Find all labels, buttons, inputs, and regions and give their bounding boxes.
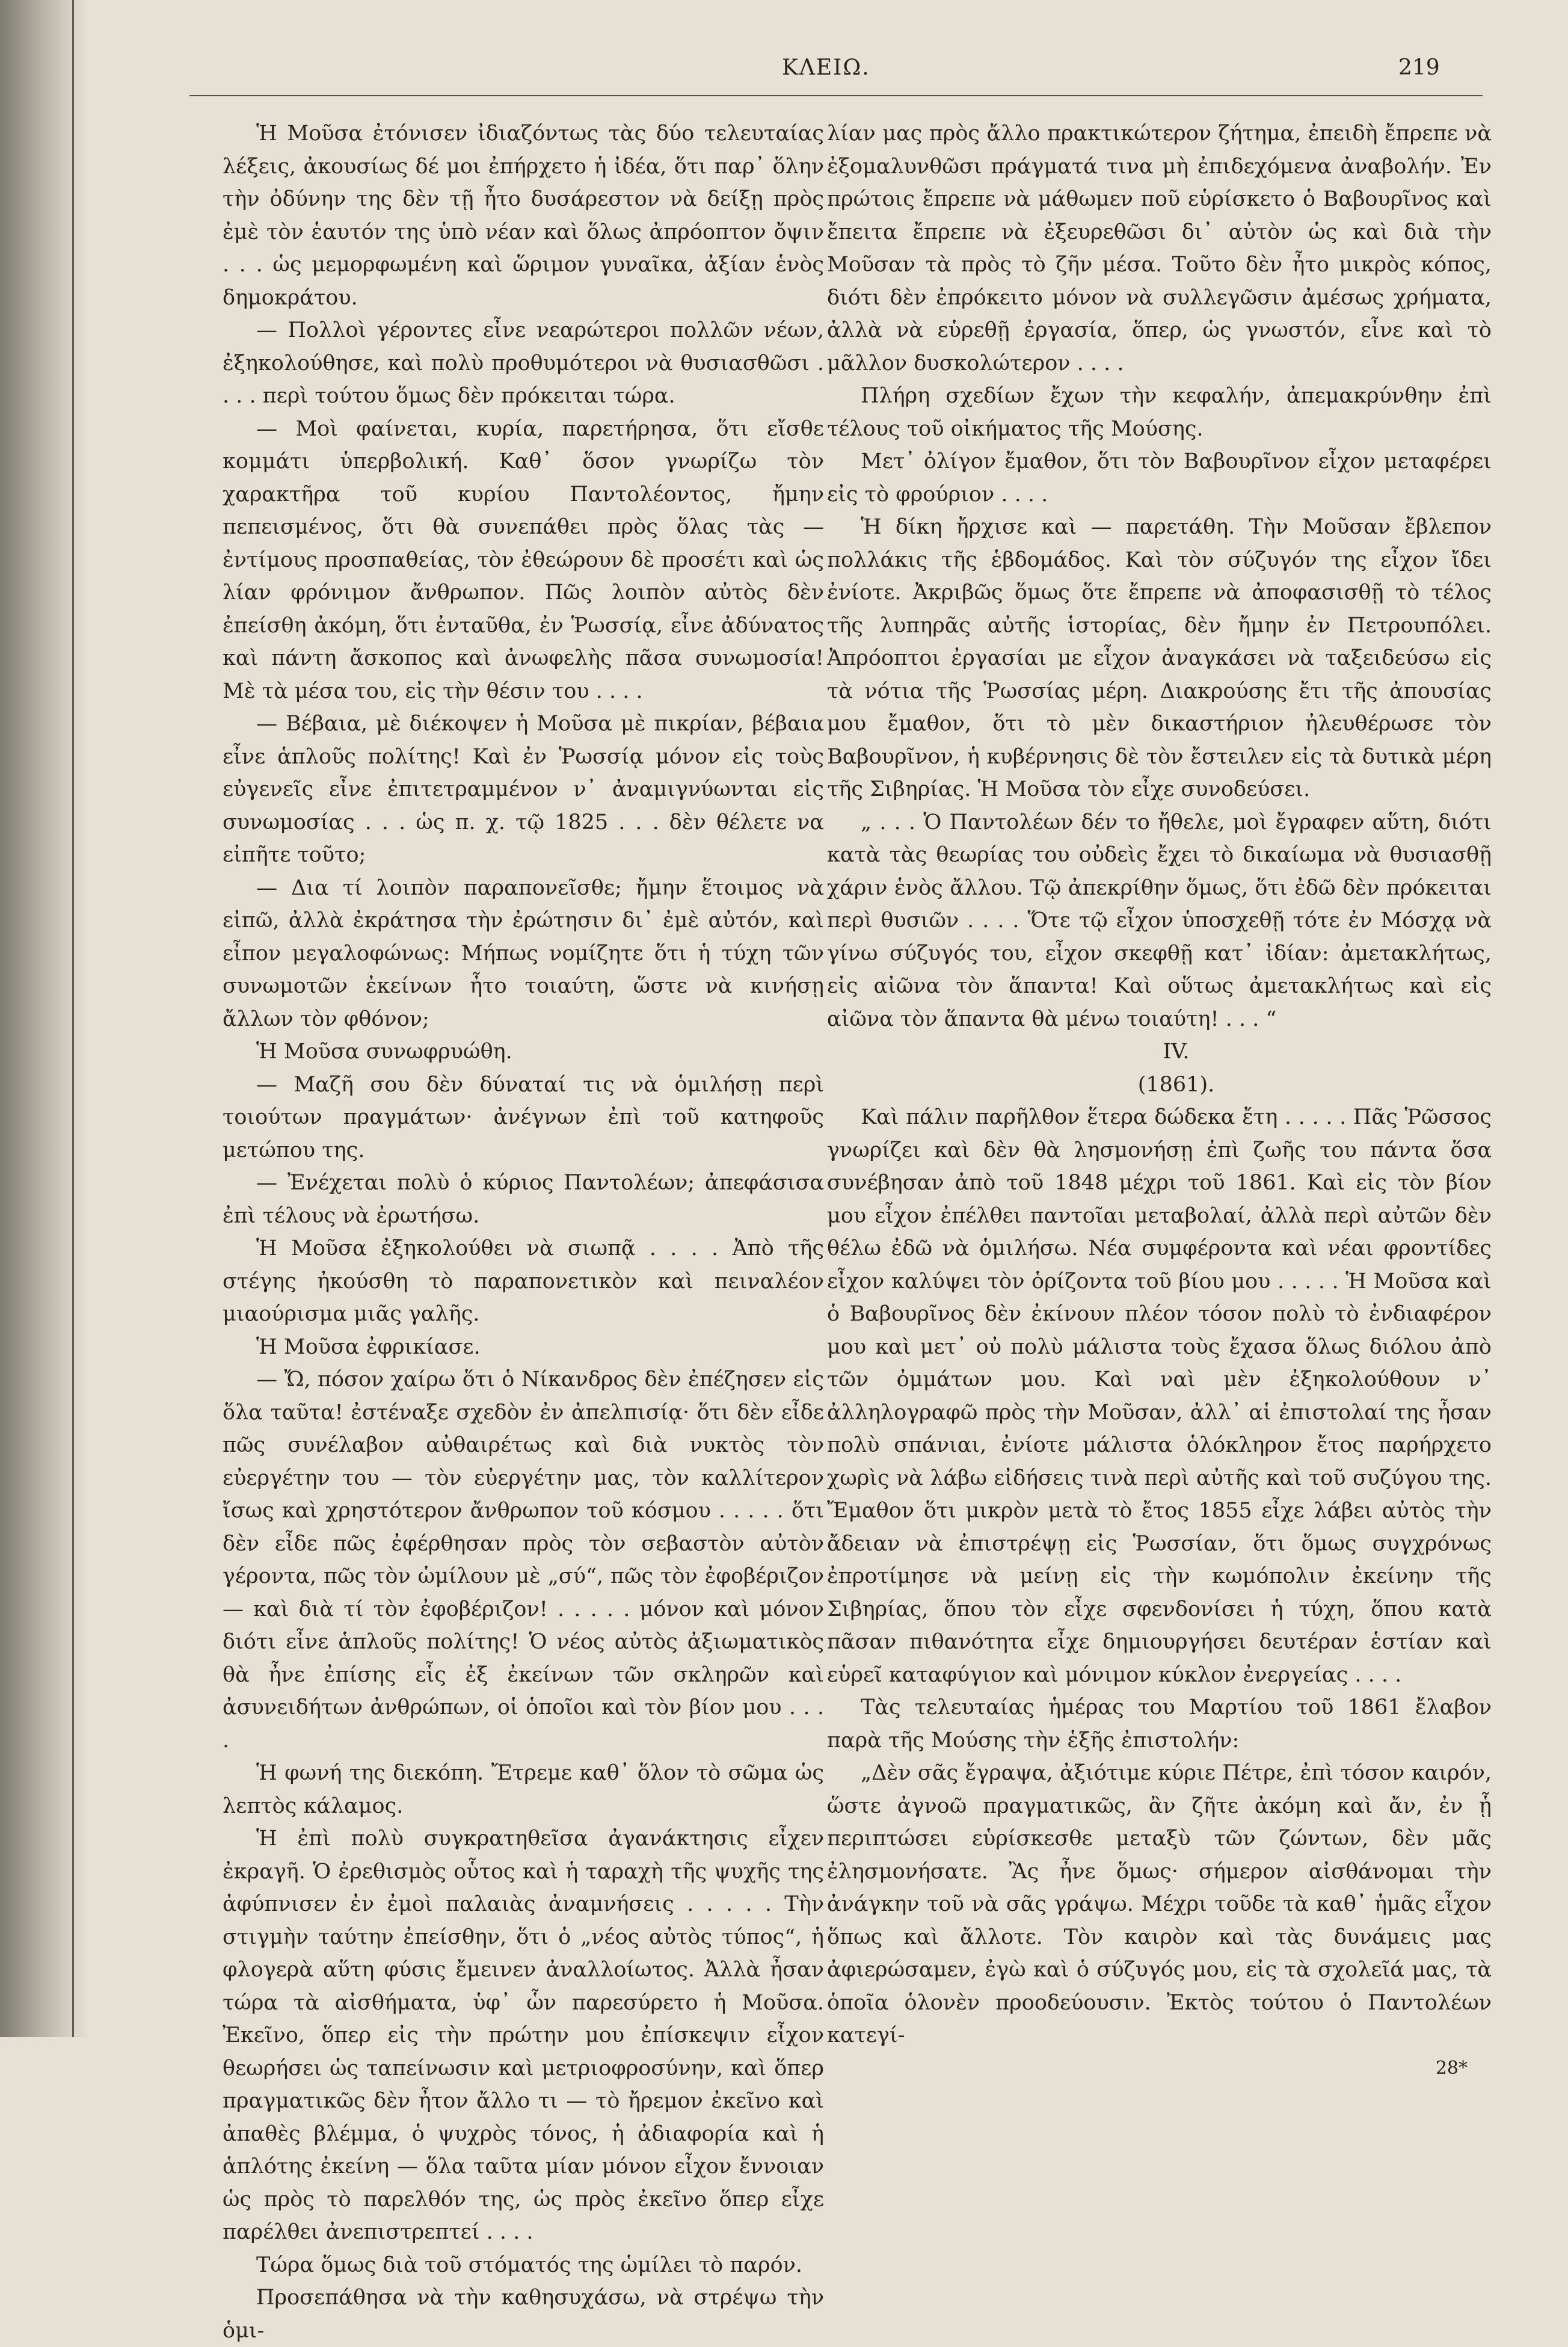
paragraph: — Βέβαια, μὲ διέκοψεν ἡ Μοῦσα μὲ πικρίαν, βέβαια εἶνε ἁπλοῦς πολίτης! Καὶ ἐν Ῥωσσίᾳ μόνον εἰς τοὺς εὐγενεῖς εἶνε ἐπιτετραμμένον ν᾿ ἀναμιγνύωνται εἰς συνωμοσίας . . . ὡς π. χ. τῷ 1825 . . . δὲν θέλετε να εἰπῆτε τοῦτο;: [223, 712, 824, 867]
paragraph: — Πολλοὶ γέροντες εἶνε νεαρώτεροι πολλῶν νέων, ἐξηκολούθησε, καὶ πολὺ προθυμότεροι νὰ θυσιασθῶσι . . . . περὶ τούτου ὅμως δὲν πρόκειται τώρα.: [223, 318, 824, 408]
right-text-column: [827, 117, 1492, 2085]
paragraph: — Ὤ, πόσον χαίρω ὅτι ὁ Νίκανδρος δὲν ἐπέζησεν εἰς ὅλα ταῦτα! ἐστέναξε σχεδὸν ἐν ἀπελπισίᾳ· ὅτι δὲν εἶδε πῶς συνέλαβον αὐθαιρέτως καὶ διὰ νυκτὸς τὸν εὐεργέτην του — τὸν εὐεργέτην μας, τὸν καλλίτερον ἴσως καὶ χρηστότερον ἄνθρωπον τοῦ κόσμου . . . . . ὅτι δὲν εἶδε πῶς ἐφέρθησαν πρὸς τὸν σεβαστὸν αὐτὸν γέροντα, πῶς τὸν ὡμίλουν μὲ „σύ“, πῶς τὸν ἐφοβέριζον — καὶ διὰ τί τὸν ἐφοβέριζον! . . . . . μόνον καὶ μόνον διότι εἶνε ἁπλοῦς πολίτης! Ὁ νέος αὐτὸς ἀξιωματικὸς θὰ ἦνε ἐπίσης εἷς ἐξ ἐκείνων τῶν σκληρῶν καὶ ἀσυνειδήτων ἀνθρώπων, οἱ ὁποῖοι καὶ τὸν βίον μου . . . .: [223, 1368, 824, 1753]
section-numeral: IV.: [1163, 1040, 1190, 1064]
page-gutter-shadow: [0, 0, 90, 2037]
right-column-text-after-section: [827, 1101, 1492, 2052]
header-rule: [189, 95, 1483, 96]
paragraph: Προσεπάθησα νὰ τὴν καθησυχάσω, νὰ στρέψω τὴν ὁμι-: [223, 2286, 824, 2343]
paragraph: Πλήρη σχεδίων ἔχων τὴν κεφαλήν, ἀπεμακρύνθην ἐπὶ τέλους τοῦ οἰκήματος τῆς Μούσης.: [827, 384, 1492, 441]
section-year: (1861).: [1137, 1072, 1215, 1097]
paragraph: Ἡ δίκη ἤρχισε καὶ — παρετάθη. Τὴν Μοῦσαν ἔβλεπον πολλάκις τῆς ἑβδομάδος. Καὶ τὸν σύζυγόν της εἶχον ἴδει ἐνίοτε. Ἀκριβῶς ὅμως ὅτε ἔπρεπε νὰ ἀποφασισθῇ τὸ τέλος τῆς λυπηρᾶς αὐτῆς ἱστορίας, δὲν ἤμην ἐν Πετρουπόλει. Ἀπρόοπτοι ἐργασίαι με εἶχον ἀναγκάσει νὰ ταξειδεύσω εἰς τὰ νότια τῆς Ῥωσσίας μέρη. Διακρούσης ἔτι τῆς ἀπουσίας μου ἔμαθον, ὅτι τὸ μὲν δικαστήριον ἠλευθέρωσε τὸν Βαβουρῖνον, ἡ κυβέρνησις δὲ τὸν ἔστειλεν εἰς τὰ δυτικὰ μέρη τῆς Σιβηρίας. Ἡ Μοῦσα τὸν εἶχε συνοδεύσει.: [827, 515, 1492, 801]
paragraph: Ἡ Μοῦσα συνωφρυώθη.: [256, 1040, 512, 1064]
paragraph: „Δὲν σᾶς ἔγραψα, ἀξιότιμε κύριε Πέτρε, ἐπὶ τόσον καιρόν, ὥστε ἀγνοῶ πραγματικῶς, ἂν ζῆτε ἀκόμη καὶ ἄν, ἐν ᾗ περιπτώσει εὑρίσκεσθε μεταξὺ τῶν ζώντων, δὲν μᾶς ἐλησμονήσατε. Ἂς ἦνε ὅμως· σήμερον αἰσθάνομαι τὴν ἀνάγκην τοῦ νὰ σᾶς γράψω. Μέχρι τοῦδε τὰ καθ᾿ ἡμᾶς εἶχον ὅπως καὶ ἄλλοτε. Τὸν καιρὸν καὶ τὰς δυνάμεις μας ἀφιερώσαμεν, ἐγὼ καὶ ὁ σύζυγός μου, εἰς τὰ σχολεῖά μας, τὰ ὁποῖα ὁλονὲν προοδεύουσιν. Ἐκτὸς τούτου ὁ Παντολέων κατεγί-: [827, 1761, 1492, 2047]
paragraph: — Δια τί λοιπὸν παραπονεῖσθε; ἤμην ἕτοιμος νὰ εἰπῶ, ἀλλὰ ἐκράτησα τὴν ἐρώτησιν δι᾿ ἐμὲ αὐτόν, καὶ εἶπον μεγαλοφώνως: Μήπως νομίζητε ὅτι ἡ τύχη τῶν συνωμοτῶν ἐκείνων ἦτο τοιαύτη, ὥστε νὰ κινήσῃ ἄλλων τὸν φθόνον;: [223, 875, 824, 1031]
paragraph: „ . . . Ὁ Παντολέων δέν το ἤθελε, μοὶ ἔγραφεν αὕτη, διότι κατὰ τὰς θεωρίας του οὐδεὶς ἔχει τὸ δικαίωμα νὰ θυσιασθῇ χάριν ἑνὸς ἄλλου. Τῷ ἀπεκρίθην ὅμως, ὅτι ἐδῶ δὲν πρόκειται περὶ θυσιῶν . . . . Ὅτε τῷ εἶχον ὑποσχεθῇ τότε ἐν Μόσχᾳ νὰ γίνω σύζυγός του, εἶχον σκεφθῇ κατ᾿ ἰδίαν: ἀμετακλήτως, εἰς αἰῶνα τὸν ἅπαντα! Καὶ οὕτως ἀμετακλήτως καὶ εἰς αἰῶνα τὸν ἅπαντα θὰ μένω τοιαύτη! . . . “: [827, 810, 1492, 1031]
paragraph: Ἡ Μοῦσα ἐφρικίασε.: [256, 1334, 481, 1359]
paragraph: Ἡ Μοῦσα ἐξηκολούθει νὰ σιωπᾷ . . . . Ἀπὸ τῆς στέγης ἠκούσθη τὸ παραπονετικὸν καὶ πειναλέον μιαούρισμα μιᾶς γαλῆς.: [223, 1236, 824, 1326]
paragraph: Τὰς τελευταίας ἡμέρας του Μαρτίου τοῦ 1861 ἔλαβον παρὰ τῆς Μούσης τὴν ἑξῆς ἐπιστολήν:: [827, 1695, 1492, 1753]
paragraph: Ἡ ἐπὶ πολὺ συγκρατηθεῖσα ἀγανάκτησις εἶχεν ἐκραγῆ. Ὁ ἐρεθισμὸς οὗτος καὶ ἡ ταραχὴ τῆς ψυχῆς της ἀφύπνισεν ἐν ἐμοὶ παλαιὰς ἀναμνήσεις . . . . . Τὴν στιγμὴν ταύτην ἐπείσθην, ὅτι ὁ „νέος αὐτὸς τύπος“, ἡ φλογερὰ αὕτη φύσις ἔμεινεν ἀναλλοίωτος. Ἀλλὰ ἦσαν τώρα τὰ αἰσθήματα, ὑφ᾿ ὧν παρεσύρετο ἡ Μοῦσα. Ἐκεῖνο, ὅπερ εἰς τὴν πρώτην μου ἐπίσκεψιν εἶχον θεωρήσει ὡς ταπείνωσιν καὶ μετριοφροσύνην, καὶ ὅπερ πραγματικῶς δὲν ἦτον ἄλλο τι — τὸ ἤρεμον ἐκεῖνο καὶ ἀπαθὲς βλέμμα, ὁ ψυχρὸς τόνος, ἡ ἀδιαφορία καὶ ἡ ἁπλότης ἐκείνη — ὅλα ταῦτα μίαν μόνον εἶχον ἔννοιαν ὡς πρὸς τὸ παρελθόν της, ὡς πρὸς ἐκεῖνο ὅπερ εἶχε παρέλθει ἀνεπιστρεπτεί . . . .: [223, 1827, 824, 2244]
paragraph: — Ἐνέχεται πολὺ ὁ κύριος Παντολέων; ἀπεφάσισα ἐπὶ τέλους νὰ ἐρωτήσω.: [223, 1171, 824, 1228]
page-gutter-line: [72, 0, 74, 2037]
paragraph: Μετ᾿ ὀλίγον ἔμαθον, ὅτι τὸν Βαβουρῖνον εἶχον μεταφέρει εἰς τὸ φρούριον . . . .: [827, 449, 1492, 507]
paragraph: Ἡ φωνή της διεκόπη. Ἔτρεμε καθ᾿ ὅλον τὸ σῶμα ὡς λεπτὸς κάλαμος.: [223, 1761, 824, 1818]
paragraph: Ἡ Μοῦσα ἐτόνισεν ἰδιαζόντως τὰς δύο τελευταίας λέξεις, ἀκουσίως δέ μοι ἐπήρχετο ἡ ἰδέα, ὅτι παρ᾿ ὅλην τὴν ὀδύνην της δὲν τῇ ἦτο δυσάρεστον νὰ δείξῃ πρὸς ἐμὲ τὸν ἑαυτόν της ὑπὸ νέαν καὶ ὅλως ἀπρόοπτον ὄψιν . . . ὡς μεμορφωμένη καὶ ὥριμον γυναῖκα, ἀξίαν ἑνὸς δημοκράτου.: [223, 122, 824, 310]
right-column-text-before-section: [827, 117, 1492, 1035]
paragraph: — Μοὶ φαίνεται, κυρία, παρετήρησα, ὅτι εἴσθε κομμάτι ὑπερβολική. Καθ᾿ ὅσον γνωρίζω τὸν χαρακτῆρα τοῦ κυρίου Παντολέοντος, ἤμην πεπεισμένος, ὅτι θὰ συνεπάθει πρὸς ὅλας τὰς — ἐντίμους προσπαθείας, τὸν ἐθεώρουν δὲ προσέτι καὶ ὡς λίαν φρόνιμον ἄνθρωπον. Πῶς λοιπὸν αὐτὸς δὲν ἐπείσθη ἀκόμη, ὅτι ἐνταῦθα, ἐν Ῥωσσίᾳ, εἶνε ἀδύνατος καὶ πάντη ἄσκοπος καὶ ἀνωφελὴς πᾶσα συνωμοσία! Μὲ τὰ μέσα του, εἰς τὴν θέσιν του . . . .: [223, 416, 824, 703]
page-number: 219: [1398, 55, 1440, 80]
signature-mark: 28*: [1435, 2057, 1468, 2079]
paragraph: Καὶ πάλιν παρῆλθον ἕτερα δώδεκα ἔτη . . . . . Πᾶς Ῥῶσσος γνωρίζει καὶ δὲν θὰ λησμονήσῃ ἐπὶ ζωῆς του πάντα ὅσα συνέβησαν ἀπὸ τοῦ 1848 μέχρι τοῦ 1861. Καὶ εἰς τὸν βίον μου εἶχον ἐπέλθει παντοῖαι μεταβολαί, ἀλλὰ περὶ αὐτῶν δὲν θέλω ἐδῶ νὰ ὁμιλήσω. Νέα συμφέροντα καὶ νέαι φροντίδες εἶχον καλύψει τὸν ὁρίζοντα τοῦ βίου μου . . . . . Ἡ Μοῦσα καὶ ὁ Βαβουρῖνος δὲν ἐκίνουν πλέον τόσον πολὺ τὸ ἐνδιαφέρον μου καὶ μετ᾿ οὐ πολὺ μάλιστα τοὺς ἔχασα ὅλως διόλου ἀπὸ τῶν ὀμμάτων μου. Καὶ ναὶ μὲν ἐξηκολούθουν ν᾿ ἀλληλογραφῶ πρὸς τὴν Μοῦσαν, ἀλλ᾿ αἱ ἐπιστολαί της ἦσαν πολὺ σπάνιαι, ἐνίοτε μάλιστα ὁλόκληρον ἔτος παρήρχετο χωρὶς νὰ λάβω εἰδήσεις τινὰ περὶ αὐτῆς καὶ τοῦ συζύγου της. Ἔμαθον ὅτι μικρὸν μετὰ τὸ ἔτος 1855 εἶχε λάβει αὐτὸς τὴν ἄδειαν νὰ ἐπιστρέψῃ εἰς Ῥωσσίαν, ὅτι ὅμως συγχρόνως ἐπροτίμησε νὰ μείνῃ εἰς τὴν κωμόπολιν ἐκείνην τῆς Σιβηρίας, ὅπου τὸν εἶχε σφενδονίσει ἡ τύχη, ὅπου κατὰ πᾶσαν πιθανότητα εἶχε δημιουργήσει δευτέραν ἑστίαν καὶ εὑρεῖ καταφύγιον καὶ μόνιμον κύκλον ἐνεργείας . . . .: [827, 1105, 1492, 1687]
running-head-title: ΚΛΕΙΩ.: [782, 55, 870, 80]
paragraph: Τώρα ὅμως διὰ τοῦ στόματός της ὡμίλει τὸ παρόν.: [256, 2253, 803, 2277]
paragraph: — Μαζῆ σου δὲν δύναταί τις νὰ ὁμιλήσῃ περὶ τοιούτων πραγμάτων· ἀνέγνων ἐπὶ τοῦ κατηφοῦς μετώπου της.: [223, 1072, 824, 1162]
left-text-column: [223, 117, 824, 2347]
paragraph: λίαν μας πρὸς ἄλλο πρακτικώτερον ζήτημα, ἐπειδὴ ἔπρεπε νὰ ἐξομαλυνθῶσι πράγματά τινα μὴ ἐπιδεχόμενα ἀναβολήν. Ἐν πρώτοις ἔπρεπε νὰ μάθωμεν ποῦ εὑρίσκετο ὁ Βαβουρῖνος καὶ ἔπειτα ἔπρεπε νὰ ἐξευρεθῶσι δι᾿ αὐτὸν ὡς καὶ διὰ τὴν Μοῦσαν τὰ πρὸς τὸ ζῆν μέσα. Τοῦτο δὲν ἦτο μικρὸς κόπος, διότι δὲν ἐπρόκειτο μόνον νὰ συλλεγῶσιν ἀμέσως χρήματα, ἀλλὰ νὰ εὑρεθῇ ἐργασία, ὅπερ, ὡς γνωστόν, εἶνε καὶ τὸ μᾶλλον δυσκολώτερον . . . .: [827, 122, 1492, 375]
